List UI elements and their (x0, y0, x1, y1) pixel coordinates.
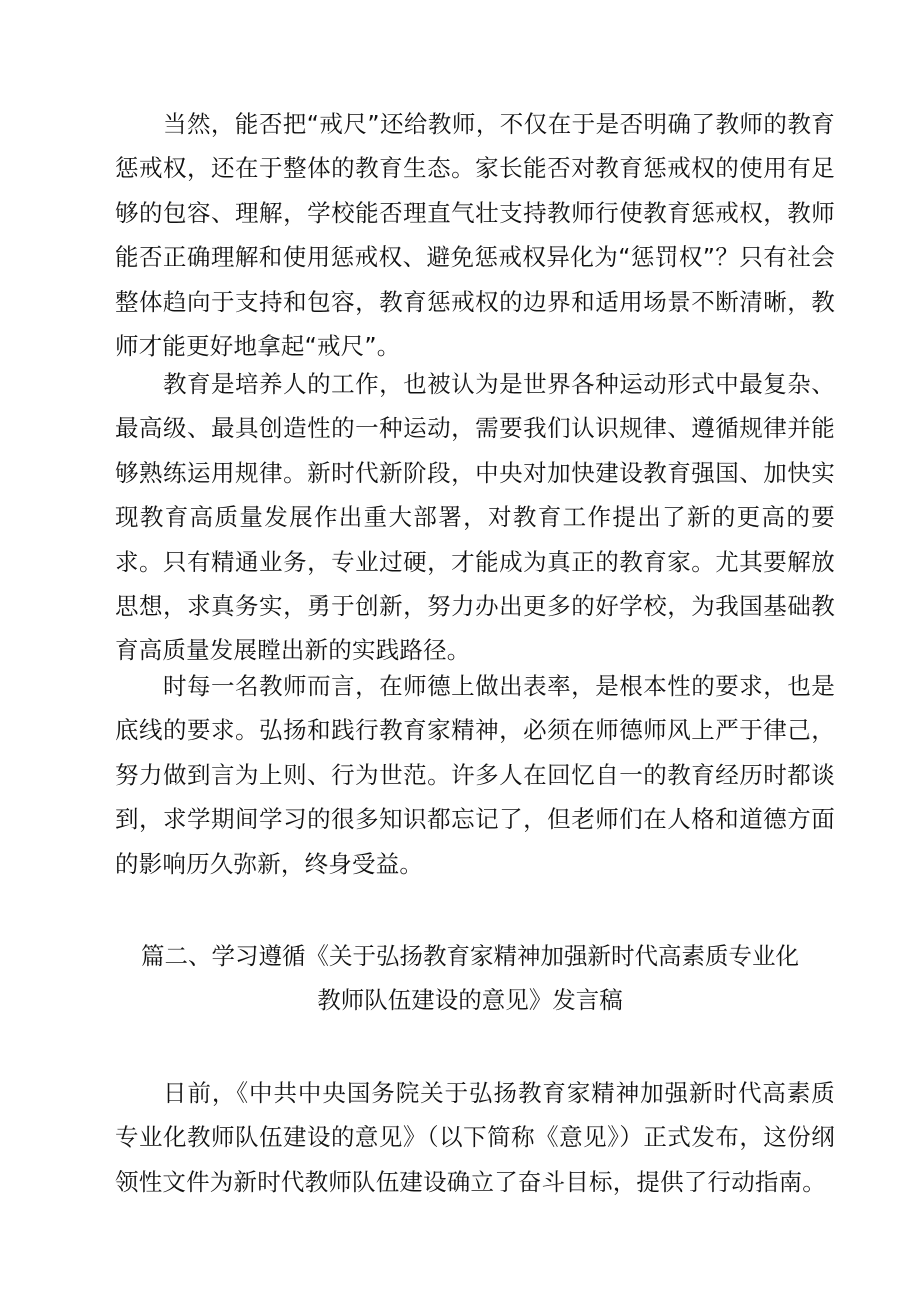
body-paragraph-3: 时每一名教师而言，在师德上做出表率，是根本性的要求，也是底线的要求。弘扬和践行教育家精神，必须在师德师风上严于律己，努力做到言为上则、行为世范。许多人在回忆自一的教育经历时都谈到，求学期间学习的很多知识都忘记了，但老师们在人格和道德方面的影响历久弥新，终身受益。 (115, 672, 835, 878)
body-paragraph-4: 日前，《中共中央国务院关于弘扬教育家精神加强新时代高素质专业化教师队伍建设的意见》（以下简称《意见》）正式发布，这份纲领性文件为新时代教师队伍建设确立了奋斗目标，提供了行动指南。 (115, 1079, 835, 1196)
body-paragraph-1: 当然，能否把“戒尺”还给教师，不仅在于是否明确了教师的教育惩戒权，还在于整体的教育生态。家长能否对教育惩戒权的使用有足够的包容、理解，学校能否理直气壮支持教师行使教育惩戒权，教师能否正确理解和使用惩戒权、避免惩戒权异化为“惩罚权”？只有社会整体趋向于支持和包容，教育惩戒权的边界和适用场景不断清晰，教师才能更好地拿起“戒尺”。 (115, 110, 835, 361)
body-paragraph-2: 教育是培养人的工作，也被认为是世界各种运动形式中最复杂、最高级、最具创造性的一种运动，需要我们认识规律、遵循规律并能够熟练运用规律。新时代新阶段，中央对加快建设教育强国、加快实现教育高质量发展作出重大部署，对教育工作提出了新的更高的要求。只有精通业务，专业过硬，才能成为真正的教育家。尤其要解放思想，求真务实，勇于创新，努力办出更多的好学校，为我国基础教育高质量发展瞠出新的实践路径。 (115, 370, 835, 665)
section-heading-line-1: 篇二、学习遵循《关于弘扬教育家精神加强新时代高素质专业化 (141, 942, 799, 970)
section-heading-line-2: 教师队伍建设的意见》发言稿 (317, 986, 623, 1014)
